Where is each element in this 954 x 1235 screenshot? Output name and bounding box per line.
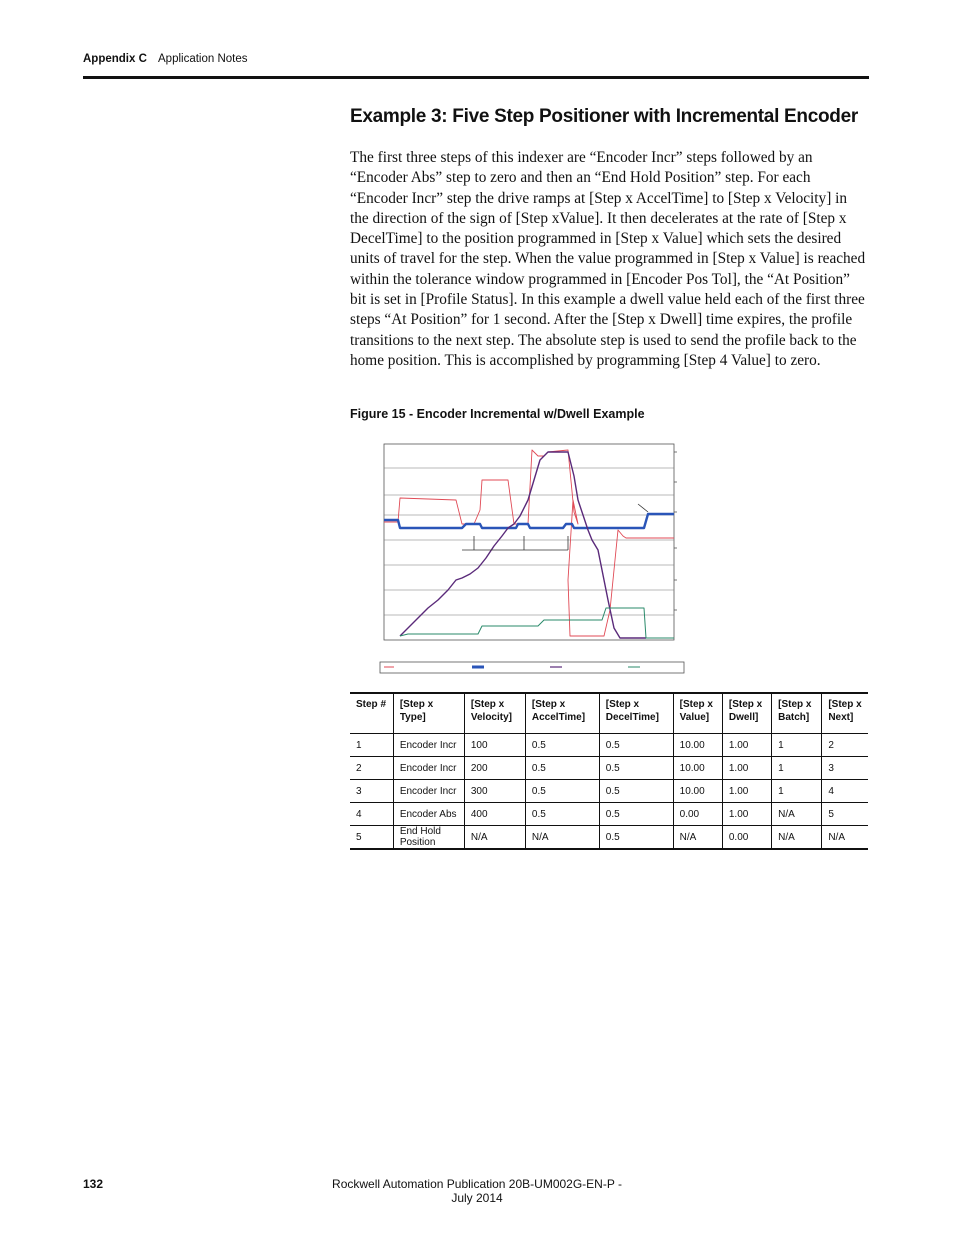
column-header: [Step x DecelTime] bbox=[599, 693, 673, 734]
table-cell: N/A bbox=[673, 826, 722, 850]
table-cell: 10.00 bbox=[673, 757, 722, 780]
chart-frame bbox=[384, 444, 674, 640]
table-cell: 0.00 bbox=[722, 826, 771, 850]
table-row bbox=[350, 780, 868, 803]
chart-svg bbox=[378, 440, 688, 676]
table-cell: 4 bbox=[350, 803, 393, 826]
table-cell: N/A bbox=[464, 826, 525, 850]
table-cell: 4 bbox=[822, 780, 868, 803]
page-number: 132 bbox=[83, 1177, 104, 1191]
table-cell: 1 bbox=[772, 757, 822, 780]
table-cell: N/A bbox=[822, 826, 868, 850]
table-cell: 0.5 bbox=[599, 803, 673, 826]
column-header: [Step x Dwell] bbox=[722, 693, 771, 734]
table-cell: N/A bbox=[772, 826, 822, 850]
table-cell: 10.00 bbox=[673, 734, 722, 757]
table-cell: 5 bbox=[822, 803, 868, 826]
body-paragraph: The first three steps of this indexer are “Encoder Incr” steps followed by an “Encoder Abs” step to zero and then an “End Hold Position” step. For each “Encoder Incr” step the drive ramps at [Step x AccelTime] to [Step x Velocity] in the direction of the sign of [Step xValue]. It then decelerates at the rate of [Step x DecelTime] to the position programmed in [Step x Value] which sets the desired units of travel for the step. When the value programmed in [Step x Value] is reached within the tolerance window programmed in [Encoder Pos Tol], the “At Position” bit is set in [Profile Status]. In this example a dwell value held each of the first three steps “At Position” for 1 second. After the [Step x Dwell] time expires, the profile transitions to the next step. The absolute step is used to send the profile back to the home position. This is accomplished by programming [Step 4 Value] to zero. bbox=[350, 149, 866, 369]
table-cell: 0.5 bbox=[599, 734, 673, 757]
table-cell: 0.5 bbox=[525, 757, 599, 780]
series-at-position-line bbox=[384, 514, 674, 528]
table-cell: 1.00 bbox=[722, 734, 771, 757]
table-cell: 10.00 bbox=[673, 780, 722, 803]
table-cell: 0.5 bbox=[599, 780, 673, 803]
column-header: [Step x Value] bbox=[673, 693, 722, 734]
series-position-line bbox=[400, 452, 646, 638]
figure-caption: Figure 15 - Encoder Incremental w/Dwell Example bbox=[350, 407, 645, 421]
table-cell: 0.5 bbox=[525, 803, 599, 826]
column-header: [Step x Next] bbox=[822, 693, 868, 734]
table-cell: 1.00 bbox=[722, 803, 771, 826]
table-cell: 0.5 bbox=[525, 734, 599, 757]
table-cell: 0.5 bbox=[599, 757, 673, 780]
table-row bbox=[350, 757, 868, 780]
table-cell: 1 bbox=[772, 734, 822, 757]
section-title: Example 3: Five Step Positioner with Incremental Encoder bbox=[350, 106, 858, 127]
table-cell: 3 bbox=[822, 757, 868, 780]
table-cell: 2 bbox=[822, 734, 868, 757]
encoder-dwell-chart bbox=[378, 440, 688, 676]
table-cell: N/A bbox=[525, 826, 599, 850]
table-cell: 0.00 bbox=[673, 803, 722, 826]
table-row bbox=[350, 826, 868, 850]
table-row bbox=[350, 734, 868, 757]
header-appendix: Appendix C bbox=[83, 53, 147, 65]
table-cell: 3 bbox=[350, 780, 393, 803]
table-cell: 300 bbox=[464, 780, 525, 803]
table-cell: 2 bbox=[350, 757, 393, 780]
annotation-leader bbox=[638, 504, 648, 512]
column-header: Step # bbox=[350, 693, 393, 734]
column-header: [Step x AccelTime] bbox=[525, 693, 599, 734]
table-cell: Encoder Incr bbox=[393, 757, 464, 780]
table-body bbox=[350, 734, 868, 850]
step-table-wrap bbox=[350, 692, 868, 850]
table-row bbox=[350, 803, 868, 826]
header-section: Application Notes bbox=[158, 53, 248, 65]
page-header bbox=[83, 52, 869, 79]
column-header: [Step x Batch] bbox=[772, 693, 822, 734]
column-header: [Step x Type] bbox=[393, 693, 464, 734]
step-table bbox=[350, 692, 868, 850]
table-cell: Encoder Incr bbox=[393, 780, 464, 803]
table-cell: 1 bbox=[772, 780, 822, 803]
table-cell: Encoder Incr bbox=[393, 734, 464, 757]
table-header-row bbox=[350, 693, 868, 734]
table-cell: 200 bbox=[464, 757, 525, 780]
table-cell: 400 bbox=[464, 803, 525, 826]
table-cell: 1.00 bbox=[722, 757, 771, 780]
table-cell: 1 bbox=[350, 734, 393, 757]
table-cell: N/A bbox=[772, 803, 822, 826]
series-step-line bbox=[400, 608, 674, 638]
table-cell: End Hold Position bbox=[393, 826, 464, 850]
table-cell: 0.5 bbox=[525, 780, 599, 803]
column-header: [Step x Velocity] bbox=[464, 693, 525, 734]
table-cell: 1.00 bbox=[722, 780, 771, 803]
table-cell: 100 bbox=[464, 734, 525, 757]
publication-info: Rockwell Automation Publication 20B-UM002G-EN-P - July 2014 bbox=[332, 1177, 622, 1205]
table-cell: 5 bbox=[350, 826, 393, 850]
table-cell: Encoder Abs bbox=[393, 803, 464, 826]
table-cell: 0.5 bbox=[599, 826, 673, 850]
